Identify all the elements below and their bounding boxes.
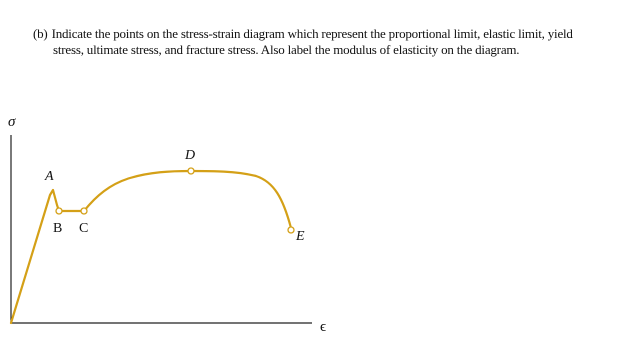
stress-strain-curve	[11, 171, 291, 323]
point-e-marker	[288, 227, 294, 233]
point-e-label: E	[296, 229, 305, 244]
question-line-2: stress, ultimate stress, and fracture stress. Also label the modulus of elasticity on the diagram.	[53, 42, 520, 57]
question-part-label: (b)	[33, 26, 48, 41]
point-c-label: C	[79, 221, 89, 236]
point-d-label: D	[185, 148, 196, 163]
point-c-marker	[81, 208, 87, 214]
x-axis-label: ϵ	[320, 319, 327, 335]
point-b-marker	[56, 208, 62, 214]
question-line-1-text: Indicate the points on the stress-strain diagram which represent the proportional limit, elastic limit, yield	[51, 26, 573, 41]
y-axis-label: σ	[8, 114, 16, 130]
point-a-label: A	[45, 169, 54, 184]
point-d-marker	[188, 168, 194, 174]
point-b-label: B	[53, 221, 63, 236]
